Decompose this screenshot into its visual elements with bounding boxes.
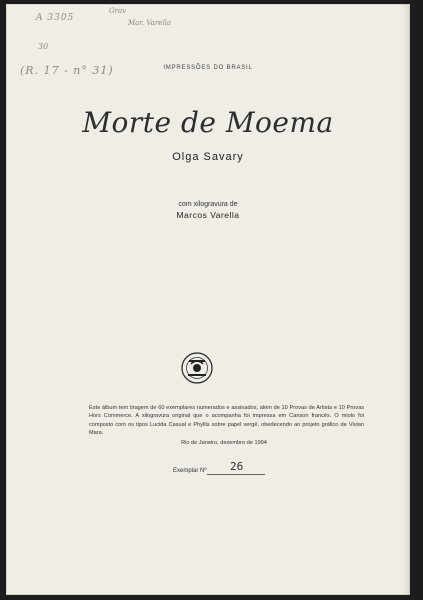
- pencil-note: A 3305: [36, 13, 75, 23]
- pencil-note: 30: [38, 42, 49, 51]
- copy-number-line: [207, 474, 265, 475]
- pencil-note: Mar. Varella: [128, 19, 172, 27]
- publisher-seal-icon: [181, 352, 213, 384]
- document-page: [6, 4, 410, 595]
- publisher-name: IMPRESSÕES DO BRASIL: [163, 65, 253, 71]
- pencil-note: (R. 17 - n° 31): [20, 64, 114, 77]
- copy-label: Exemplar Nº: [173, 468, 207, 474]
- engraving-credit: com xilogravura de: [178, 201, 238, 208]
- artist-name: Marcos Varella: [176, 210, 240, 220]
- author-name: Olga Savary: [172, 151, 244, 163]
- colophon-text: Este álbum tem tiragem de 60 exemplares numerados e assinados, além de 10 Provas de Artista e 10 Provas Hors Commerce. A xilogravura original que o acompanha foi impressa em Canson francês. O miolo foi composto com os tipos Lucida Casual e Phyllis sobre papel vergê, obedecendo ao projeto gráfico de Vivian Mara.: [89, 405, 364, 437]
- pencil-note: Grav: [109, 7, 127, 15]
- place-date: Rio de Janeiro, dezembro de 1994: [181, 440, 267, 446]
- copy-number: 26: [230, 460, 244, 473]
- page-title: Morte de Moema: [82, 106, 334, 139]
